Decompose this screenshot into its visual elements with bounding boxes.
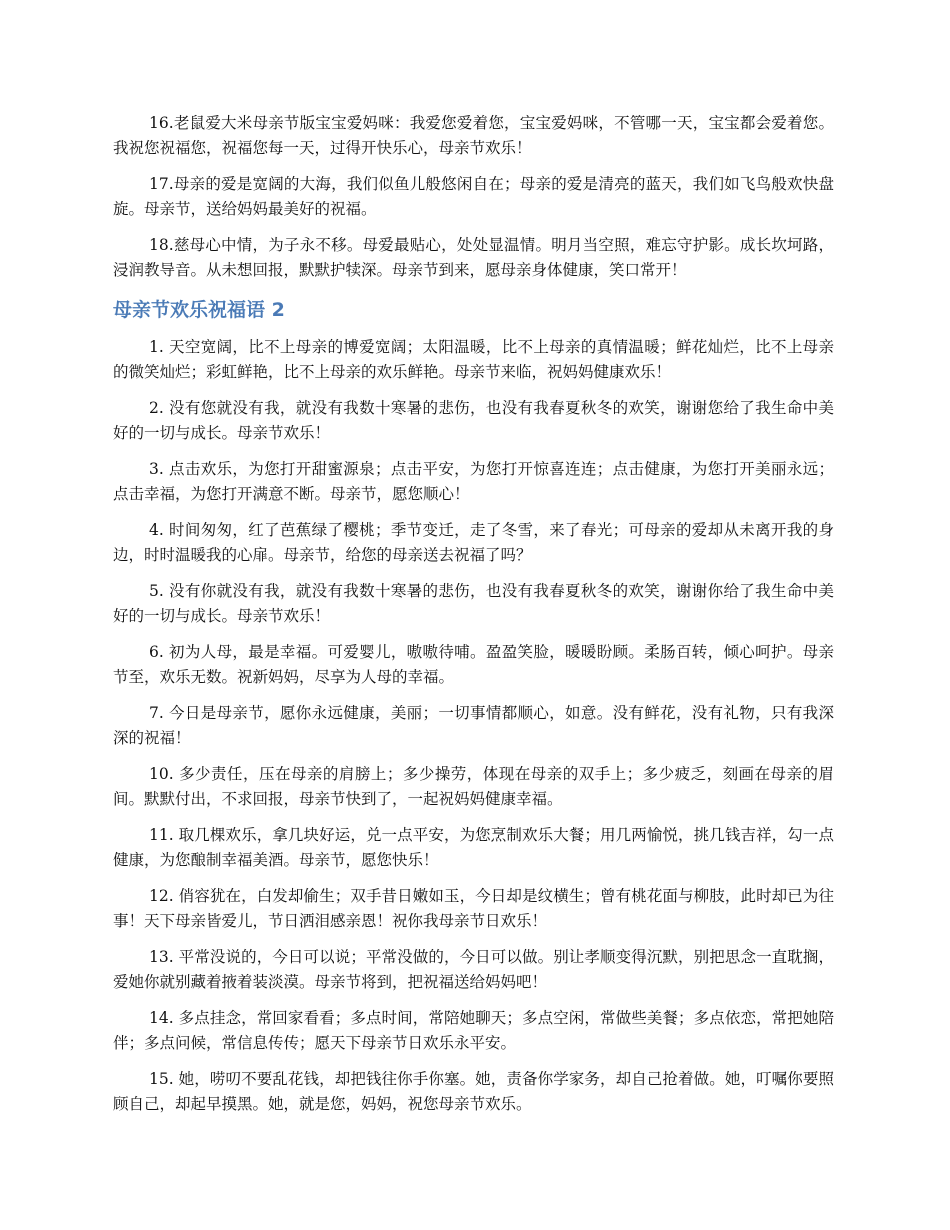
paragraph-3: 3. 点击欢乐，为您打开甜蜜源泉；点击平安，为您打开惊喜连连；点击健康，为您打开美丽永远；点击幸福，为您打开满意不断。母亲节，愿您顺心！ <box>113 460 835 503</box>
paragraph-1: 1. 天空宽阔，比不上母亲的博爱宽阔；太阳温暖，比不上母亲的真情温暖；鲜花灿烂，比不上母亲的微笑灿烂；彩虹鲜艳，比不上母亲的欢乐鲜艳。母亲节来临，祝妈妈健康欢乐！ <box>113 338 835 381</box>
paragraph-12: 12. 俏容犹在，白发却偷生；双手昔日嫩如玉，今日却是纹横生；曾有桃花面与柳肢，此时却已为往事！天下母亲皆爱儿，节日洒泪感亲恩！祝你我母亲节日欢乐！ <box>113 887 834 930</box>
paragraph-14: 14. 多点挂念，常回家看看；多点时间，常陪她聊天；多点空闲，常做些美餐；多点依恋，常把她陪伴；多点问候，常信息传传；愿天下母亲节日欢乐永平安。 <box>113 1009 834 1052</box>
paragraph-7: 7. 今日是母亲节，愿你永远健康，美丽；一切事情都顺心，如意。没有鲜花，没有礼物，只有我深深的祝福！ <box>113 704 835 747</box>
paragraph-10: 10. 多少责任，压在母亲的肩膀上；多少操劳，体现在母亲的双手上；多少疲乏，刻画在母亲的眉间。默默付出，不求回报，母亲节快到了，一起祝妈妈健康幸福。 <box>113 765 834 808</box>
document-page <box>113 111 834 1128</box>
paragraph-18: 18.慈母心中情，为子永不移。母爱最贴心，处处显温情。明月当空照，难忘守护影。成长坎坷路，浸润教导音。从未想回报，默默护犊深。母亲节到来，愿母亲身体健康，笑口常开！ <box>113 236 834 279</box>
paragraph-17: 17.母亲的爱是宽阔的大海，我们似鱼儿般悠闲自在；母亲的爱是清亮的蓝天，我们如飞鸟般欢快盘旋。母亲节，送给妈妈最美好的祝福。 <box>113 175 834 218</box>
paragraph-5: 5. 没有你就没有我，就没有我数十寒暑的悲伤，也没有我春夏秋冬的欢笑，谢谢你给了我生命中美好的一切与成长。母亲节欢乐！ <box>113 582 835 625</box>
paragraph-6: 6. 初为人母，最是幸福。可爱婴儿，嗷嗷待哺。盈盈笑脸，暖暖盼顾。柔肠百转，倾心呵护。母亲节至，欢乐无数。祝新妈妈，尽享为人母的幸福。 <box>113 643 835 686</box>
paragraph-11: 11. 取几棵欢乐，拿几块好运，兑一点平安，为您烹制欢乐大餐；用几两愉悦，挑几钱吉祥，勾一点健康，为您酿制幸福美酒。母亲节，愿您快乐！ <box>113 826 834 869</box>
paragraph-4: 4. 时间匆匆，红了芭蕉绿了樱桃；季节变迁，走了冬雪，来了春光；可母亲的爱却从未离开我的身边，时时温暖我的心扉。母亲节，给您的母亲送去祝福了吗？ <box>113 521 835 564</box>
paragraph-13: 13. 平常没说的，今日可以说；平常没做的，今日可以做。别让孝顺变得沉默，别把思念一直耽搁，爱她你就别藏着掖着装淡漠。母亲节将到，把祝福送给妈妈吧！ <box>113 948 834 991</box>
section-heading: 母亲节欢乐祝福语 2 <box>113 299 285 321</box>
paragraph-2: 2. 没有您就没有我，就没有我数十寒暑的悲伤，也没有我春夏秋冬的欢笑，谢谢您给了我生命中美好的一切与成长。母亲节欢乐！ <box>113 399 835 442</box>
paragraph-16: 16.老鼠爱大米母亲节版宝宝爱妈咪：我爱您爱着您，宝宝爱妈咪，不管哪一天，宝宝都会爱着您。我祝您祝福您，祝福您每一天，过得开快乐心，母亲节欢乐！ <box>113 114 834 157</box>
paragraph-15: 15. 她，唠叨不要乱花钱，却把钱往你手你塞。她，责备你学家务，却自己抢着做。她，叮嘱你要照顾自己，却起早摸黑。她，就是您，妈妈，祝您母亲节欢乐。 <box>113 1070 834 1113</box>
